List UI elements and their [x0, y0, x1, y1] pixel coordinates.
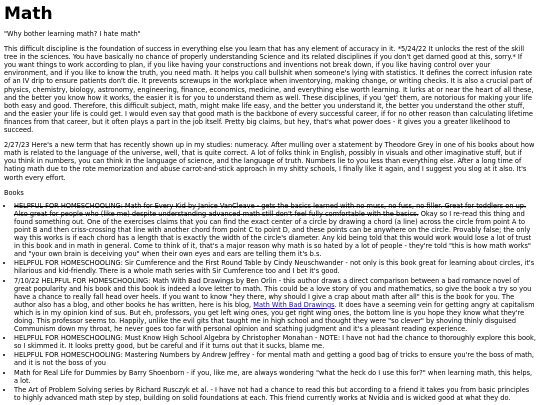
books-list [4, 202, 536, 402]
list-item-text: HELPFUL FOR HOMESCHOOLING: Sir Cumference and the First Round Table by Cindy Neuschwander - not only is this book great for learning about circles, it's hilarious and kid-friendly. There is a whole math series with Sir Cumference too and I bet it's good. [14, 259, 535, 276]
list-item [14, 259, 536, 275]
list-item-text: . It does have a seeming vein for getting angry at capitalism which is in my opinion kind of sus. But eh, professors, you get left wing ones, you get right wing ones, the bottom line is you hope they know what they're doing. This professor seems to. Happily, unlike the evil gits that taught me in high school and thought they were "so clever" by shoving thinly disguised Communism down my throat, he never goes too far with personal opinion and scathing judgment and it's a pleasant reading experience. [14, 300, 535, 334]
blog-link[interactable]: Math With Bad Drawings [253, 300, 335, 309]
list-item-text: HELPFUL FOR HOMESCHOOLING: Must Know High School Algebra by Christopher Monahan - NOTE: I have not had the chance to thoroughly explore this book, so I skimmed it. It looks pretty good, but be careful and if it turns out that it sucks, blame me. [14, 334, 536, 351]
list-item-text: The Art of Problem Solving series by Richard Rusczyk et al. - I have not had a chance to read this but according to a friend it takes you from basic principles to highly advanced math step by step, building on solid foundations at each. This friend currently works at Nvidia and is wicked good at what they do. [14, 385, 530, 402]
list-item-text: HELPFUL FOR HOMESCHOOLING: Mastering Numbers by Andrew Jeffrey - for mental math and getting a good bag of tricks to ensure you're the boss of math, and it is not the boss of you [14, 351, 535, 368]
list-item [14, 386, 536, 402]
list-item-text: Okay so I re-read this thing and found something out. One of the exercises claims that you can find the exact center of a circle by drawing a chord (a line) across the circle from point A to point B and then criss-crossing that line with another chord from point C to point D, and these points can be anywhere on the circle. Provably false; the only way this works is if each chord has a length that is exactly the width of the circle's diameter. Any kid being told that this would work would lose a lot of trust in this book and in math in general. Come to think of it, that's a major reason why math is so hated by a lot of people - they're told "this is how math works" and "your own brain is deceiving you" when their own eyes and ears are telling them it's b.s. [14, 209, 532, 259]
list-item [14, 369, 536, 385]
intro-quote: "Why bother learning math? I hate math" [4, 30, 141, 38]
page-title: Math [4, 4, 53, 24]
list-item [14, 334, 536, 350]
intro-paragraph: This difficult discipline is the foundation of success in everything else you learn that has any element of accuracy in it. *5/24/22 It unlocks the rest of the skill tree in the sciences. You have basically no chance of properly understanding Science and its related disciplines if you don't get darned good at this, sorry.* If you want things to work according to plan, if you like having your constructions and inventions not break down, if you like having control over your environment, and if you like to know the truth, you need math. It helps you call bullshit when someone's lying with statistics. It defines the correct infusion rate of an IV drip to ensure patients don't die. It prevents screwups in the workplace when inventorying, making change, or writing checks. It is also a crucial part of physics, chemistry, biology, astronomy, engineering, finance, economics, medicine, and everything else worth learning. It lurks at or near the heart of all these, and the better you know how it works, the easier it is for you to understand them as well. These disciplines, if you 'get' them, are notorious for making your life both easy and good. Therefore, this difficult subject, math, might make life easy, and the better you understand it, the better you understand the other stuff, and the easier your life is could get. I would even say that good math is the backbone of every successful career, if for no other reason than calculating lifetime finances from that career, but it often plays a part in the job itself. Pretty big claims, but hey, that's what power does - it gives you a greater likelihood to succeed. [4, 45, 534, 135]
list-item [14, 202, 536, 259]
numeracy-paragraph: 2/27/23 Here's a new term that has recently shown up in my studies: numeracy. After mulling over a statement by Theodore Grey in one of his books about how math is related to the language of the universe, well, that is quite correct. A lot of folks think in English, possibly in visuals and other imaginative stuff, but if you think in numbers, you can think in the language of science, and the language of truth. Numbers lie to you less than everything else. After a long time of hating math due to the rote memorization and abuse carrot-and-stick approach in my shitty schools, I finally like it again, and I suggest you slog at it also. It's worth every effort. [4, 141, 535, 182]
list-item [14, 277, 536, 334]
list-item [14, 351, 536, 367]
struck-text: HELPFUL FOR HOMESCHOOLING: Math for Every Kid by Janice VanCleave - gets the basics learned with no muss, no fuss, no filler. Great for toddlers on up. Also great for people who (like me) despite understanding advanced math still don't feel fully comfortable with the basics. [14, 201, 527, 218]
books-heading: Books [4, 188, 24, 197]
list-item-text: Math for Real Life for Dummies by Barry Shoenborn - if you, like me, are always wondering "what the heck do I use this for?" when learning math, this helps, a lot. [14, 368, 533, 385]
list-item-text: 7/10/22 HELPFUL FOR HOMESCHOOLING: Math With Bad Drawings by Ben Orlin - this author draws a direct comparison between a bad romance novel of great popularity and his book and this book is indeed a love letter to math. This could be a love story of you and mathematics, so give the book a try so you have a chance to really fall head over heels. If you want to know "hey there, why should I give a crap about math after all" this is the book for you. The author also has a blog, and other books he has written, here is his blog, [14, 276, 532, 309]
